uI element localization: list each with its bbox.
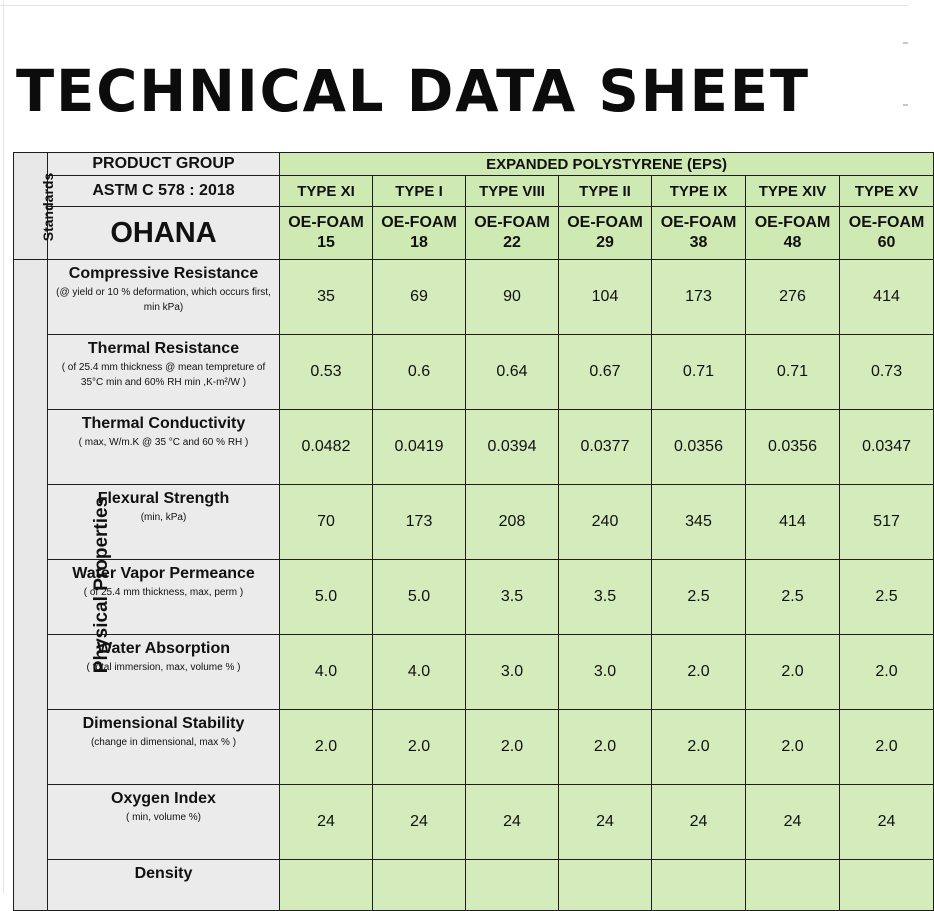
- type-header: TYPE XV: [840, 176, 934, 207]
- value-cell: 0.71: [652, 335, 746, 410]
- product-header: [746, 207, 840, 260]
- standards-label-cell: [14, 153, 57, 260]
- value-cell: 414: [840, 260, 934, 335]
- product-group-value: EXPANDED POLYSTYRENE (EPS): [280, 153, 934, 176]
- property-row: [14, 260, 934, 335]
- type-header: TYPE I: [373, 176, 466, 207]
- property-label: [48, 785, 280, 860]
- product-name: OE-FOAM: [754, 214, 831, 231]
- value-cell: 90: [466, 260, 559, 335]
- product-name: OE-FOAM: [848, 214, 925, 231]
- value-cell: 24: [840, 785, 934, 860]
- product-name: OE-FOAM: [381, 214, 457, 231]
- property-note: ( total immersion, max, volume % ): [86, 662, 241, 673]
- property-note: (change in dimensional, max % ): [90, 737, 237, 748]
- property-row: [14, 485, 934, 560]
- value-cell: 3.0: [559, 635, 652, 710]
- value-cell: 2.0: [746, 710, 840, 785]
- brand-product-row: [14, 207, 934, 260]
- property-label: [48, 335, 280, 410]
- page-title: TECHNICAL DATA SHEET: [16, 57, 811, 125]
- value-cell: 2.0: [280, 710, 373, 785]
- property-name: Compressive Resistance: [68, 265, 259, 282]
- value-cell: 0.0356: [652, 410, 746, 485]
- type-header: TYPE VIII: [466, 176, 559, 207]
- product-grade: 60: [877, 234, 896, 251]
- value-cell: 0.6: [373, 335, 466, 410]
- value-cell: [746, 860, 840, 911]
- value-cell: 70: [280, 485, 373, 560]
- value-cell: 0.53: [280, 335, 373, 410]
- value-cell: [373, 860, 466, 911]
- property-name: Water Vapor Permeance: [72, 565, 255, 582]
- property-name: Oxygen Index: [111, 790, 216, 807]
- property-row: [14, 860, 934, 911]
- value-cell: 345: [652, 485, 746, 560]
- value-cell: 3.5: [466, 560, 559, 635]
- value-cell: 24: [559, 785, 652, 860]
- property-note: ( of 25.4 mm thickness @ mean tempreture of 35°C min and 60% RH min ,K-m²/W ): [61, 362, 266, 388]
- value-cell: 2.0: [466, 710, 559, 785]
- value-cell: 3.0: [466, 635, 559, 710]
- standards-label: Standards: [40, 172, 57, 241]
- property-row: [14, 785, 934, 860]
- property-row: [14, 560, 934, 635]
- value-cell: 240: [559, 485, 652, 560]
- value-cell: 414: [746, 485, 840, 560]
- value-cell: 24: [466, 785, 559, 860]
- value-cell: 24: [746, 785, 840, 860]
- technical-data-table: [13, 152, 934, 911]
- property-label: [48, 485, 280, 560]
- property-note: (@ yield or 10 % deformation, which occurs first, min kPa): [56, 287, 271, 313]
- value-cell: 0.67: [559, 335, 652, 410]
- value-cell: 2.5: [746, 560, 840, 635]
- value-cell: 2.0: [840, 635, 934, 710]
- property-label: [48, 410, 280, 485]
- value-cell: 0.73: [840, 335, 934, 410]
- product-group-label: PRODUCT GROUP: [48, 153, 280, 176]
- technical-data-table-wrapper: [13, 152, 934, 911]
- product-name: OE-FOAM: [660, 214, 737, 231]
- property-note: ( of 25.4 mm thickness, max, perm ): [83, 587, 244, 598]
- property-name: Flexural Strength: [97, 490, 230, 507]
- value-cell: 208: [466, 485, 559, 560]
- property-note: ( min, volume %): [125, 812, 201, 823]
- product-grade: 48: [783, 234, 802, 251]
- property-label: [48, 635, 280, 710]
- product-name: OE-FOAM: [474, 214, 550, 231]
- property-row: [14, 335, 934, 410]
- value-cell: [652, 860, 746, 911]
- value-cell: [840, 860, 934, 911]
- value-cell: 24: [280, 785, 373, 860]
- property-note: (min, kPa): [140, 512, 187, 523]
- page-top-border: [0, 0, 908, 6]
- page-left-border: [3, 0, 4, 894]
- value-cell: 0.64: [466, 335, 559, 410]
- property-label: [48, 260, 280, 335]
- type-header: TYPE IX: [652, 176, 746, 207]
- type-header: TYPE XIV: [746, 176, 840, 207]
- value-cell: 24: [652, 785, 746, 860]
- value-cell: 0.0419: [373, 410, 466, 485]
- value-cell: 69: [373, 260, 466, 335]
- brand-name: OHANA: [48, 207, 280, 260]
- value-cell: [466, 860, 559, 911]
- product-group-row: [14, 153, 934, 176]
- property-row: [14, 635, 934, 710]
- product-grade: 15: [317, 234, 335, 251]
- value-cell: 517: [840, 485, 934, 560]
- property-row: [14, 410, 934, 485]
- property-name: Dimensional Stability: [82, 715, 245, 732]
- property-name: Thermal Conductivity: [81, 415, 246, 432]
- value-cell: 0.0356: [746, 410, 840, 485]
- product-name: OE-FOAM: [288, 214, 364, 231]
- value-cell: 276: [746, 260, 840, 335]
- property-name: Water Absorption: [96, 640, 231, 657]
- product-header: [466, 207, 559, 260]
- property-name: Thermal Resistance: [87, 340, 240, 357]
- value-cell: 35: [280, 260, 373, 335]
- edge-mark: [903, 104, 908, 106]
- value-cell: 0.0347: [840, 410, 934, 485]
- value-cell: 0.71: [746, 335, 840, 410]
- astm-type-row: [14, 176, 934, 207]
- edge-mark: [903, 42, 908, 44]
- physical-properties-label: Physical Properties: [91, 496, 113, 674]
- value-cell: [559, 860, 652, 911]
- type-header: TYPE II: [559, 176, 652, 207]
- value-cell: 2.0: [373, 710, 466, 785]
- type-header: TYPE XI: [280, 176, 373, 207]
- product-name: OE-FOAM: [567, 214, 643, 231]
- product-grade: 22: [503, 234, 521, 251]
- value-cell: 4.0: [280, 635, 373, 710]
- value-cell: 0.0377: [559, 410, 652, 485]
- property-label: [48, 560, 280, 635]
- value-cell: 2.0: [652, 635, 746, 710]
- value-cell: 0.0482: [280, 410, 373, 485]
- value-cell: 2.0: [559, 710, 652, 785]
- astm-standard: ASTM C 578 : 2018: [48, 176, 280, 207]
- value-cell: 2.5: [840, 560, 934, 635]
- value-cell: 104: [559, 260, 652, 335]
- value-cell: 173: [652, 260, 746, 335]
- value-cell: 3.5: [559, 560, 652, 635]
- product-header: [652, 207, 746, 260]
- value-cell: [280, 860, 373, 911]
- product-grade: 38: [689, 234, 708, 251]
- value-cell: 2.0: [746, 635, 840, 710]
- product-grade: 29: [596, 234, 614, 251]
- product-header: [280, 207, 373, 260]
- value-cell: 5.0: [280, 560, 373, 635]
- property-label: [48, 860, 280, 911]
- value-cell: 173: [373, 485, 466, 560]
- physical-properties-label-cell: [14, 260, 113, 911]
- value-cell: 2.0: [652, 710, 746, 785]
- property-row: [14, 710, 934, 785]
- property-label: [48, 710, 280, 785]
- product-header: [840, 207, 934, 260]
- value-cell: 5.0: [373, 560, 466, 635]
- product-grade: 18: [410, 234, 428, 251]
- value-cell: 2.5: [652, 560, 746, 635]
- property-name: Density: [134, 865, 193, 882]
- value-cell: 0.0394: [466, 410, 559, 485]
- value-cell: 24: [373, 785, 466, 860]
- product-header: [373, 207, 466, 260]
- value-cell: 2.0: [840, 710, 934, 785]
- property-note: ( max, W/m.K @ 35 °C and 60 % RH ): [78, 437, 249, 448]
- product-header: [559, 207, 652, 260]
- value-cell: 4.0: [373, 635, 466, 710]
